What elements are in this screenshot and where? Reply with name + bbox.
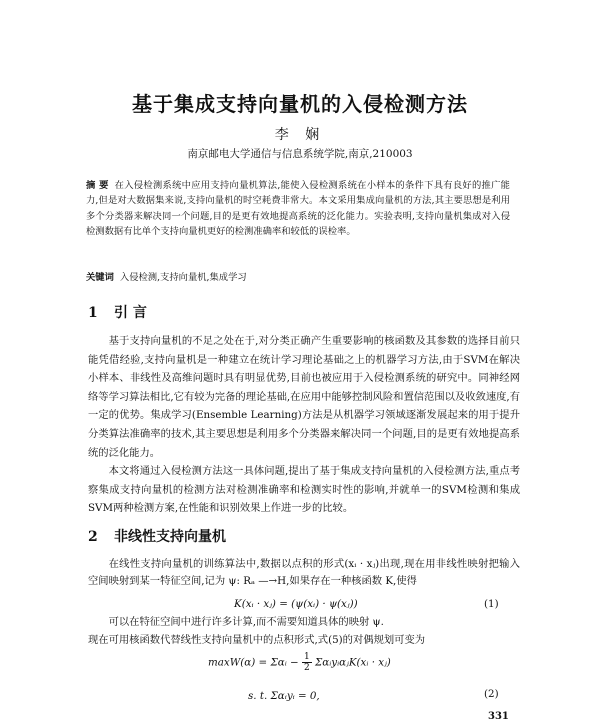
equation-kernel-term: ΣαᵢyᵢαⱼK(xᵢ · xⱼ) bbox=[314, 656, 391, 669]
abstract bbox=[86, 178, 510, 240]
fraction-denominator: 2 bbox=[303, 663, 310, 673]
fraction-half bbox=[302, 652, 312, 673]
paragraph: 现在可用核函数代替线性支持向量机中的点积形式,式(5)的对偶规划可变为 bbox=[88, 634, 426, 646]
keywords bbox=[86, 271, 510, 285]
equation-2-constraint: s. t. Σαᵢyᵢ = 0, bbox=[248, 690, 320, 702]
section-number: 2 bbox=[88, 529, 98, 545]
nonlinear-svm-body bbox=[88, 556, 520, 590]
abstract-text: 在入侵检测系统中应用支持向量机算法,能使入侵检测系统在小样本的条件下具有良好的推广能力,但是对大数据集来说,支持向量机的时空耗费非常大。本文采用集成向量机的方法,其主要思想是利用多个分类器来解决同一个问题,目的是更有效地提高系统的泛化能力。实验表明,支持向量机集成对入侵检测数据有比单个支持向量机更好的检测准确率和较低的误检率。 bbox=[86, 180, 510, 238]
equation-sum-term: Σαᵢ bbox=[270, 656, 287, 669]
page-number: 331 bbox=[488, 711, 509, 722]
keywords-label: 关键词 bbox=[86, 272, 114, 283]
abstract-label: 摘 要 bbox=[86, 180, 109, 191]
equation-number: (2) bbox=[484, 688, 499, 700]
paragraph: 在线性支持向量机的训练算法中,数据以点积的形式(xᵢ · xⱼ)出现,现在用非线性映射把输入空间映射到某一特征空间,记为 ψ: Rₐ —→H,如果存在一种核函数 K,使得 bbox=[88, 558, 520, 587]
paper-title: 基于集成支持向量机的入侵检测方法 bbox=[132, 92, 468, 116]
equation-1: K(xᵢ · xⱼ) = (ψ(xᵢ) · ψ(xⱼ)) bbox=[234, 598, 358, 610]
paragraph: 基于支持向量机的不足之处在于,对分类正确产生重要影响的核函数及其参数的选择目前只能凭借经验,支持向量机是一种建立在统计学习理论基础之上的机器学习方法,由于SVM在解决小样本、非线性及高维问题时具有明显优势,目前也被应用于入侵检测系统的研究中。同神经网络等学习算法相比,它有较为完备的理论基础,在应用中能够控制风险和置信范围以及收敛速度,有一定的优势。集成学习(Ensemble Learning)方法是从机器学习领域逐渐发展起来的用于提升分类算法准确率的技术,其主要思想是利用多个分类器来解决同一个问题,目的是更有效地提高系统的泛化能力。 bbox=[88, 335, 520, 459]
equation-number: (1) bbox=[484, 598, 499, 610]
paragraph: 可以在特征空间中进行许多计算,而不需要知道具体的映射 ψ. bbox=[108, 616, 384, 628]
section-heading-introduction bbox=[88, 302, 147, 322]
section-number: 1 bbox=[88, 305, 98, 321]
equation-lhs: maxW(α) = bbox=[208, 656, 268, 669]
author-name: 李 娴 bbox=[274, 127, 326, 143]
equation-2-objective: maxW(α) = Σαᵢ − $\frac{1}{2}$ ΣαᵢyᵢαⱼK(xᵢ · xⱼ) bbox=[208, 652, 391, 673]
section-title: 引 言 bbox=[114, 305, 147, 321]
keywords-text: 入侵检测,支持向量机,集成学习 bbox=[119, 272, 247, 283]
fraction-numerator: 1 bbox=[303, 652, 310, 662]
section-heading-nonlinear-svm bbox=[88, 526, 226, 546]
author-affiliation: 南京邮电大学通信与信息系统学院,南京,210003 bbox=[187, 148, 413, 160]
section-title: 非线性支持向量机 bbox=[114, 529, 226, 545]
paragraph: 本文将通过入侵检测方法这一具体问题,提出了基于集成支持向量机的入侵检测方法,重点考察集成支持向量机的检测方法对检测准确率和检测实时性的影响,并就单一的SVM检测和集成SVM两种检测方案,在性能和识别效果上作进一步的比较。 bbox=[88, 465, 520, 515]
introduction-body bbox=[88, 332, 520, 518]
